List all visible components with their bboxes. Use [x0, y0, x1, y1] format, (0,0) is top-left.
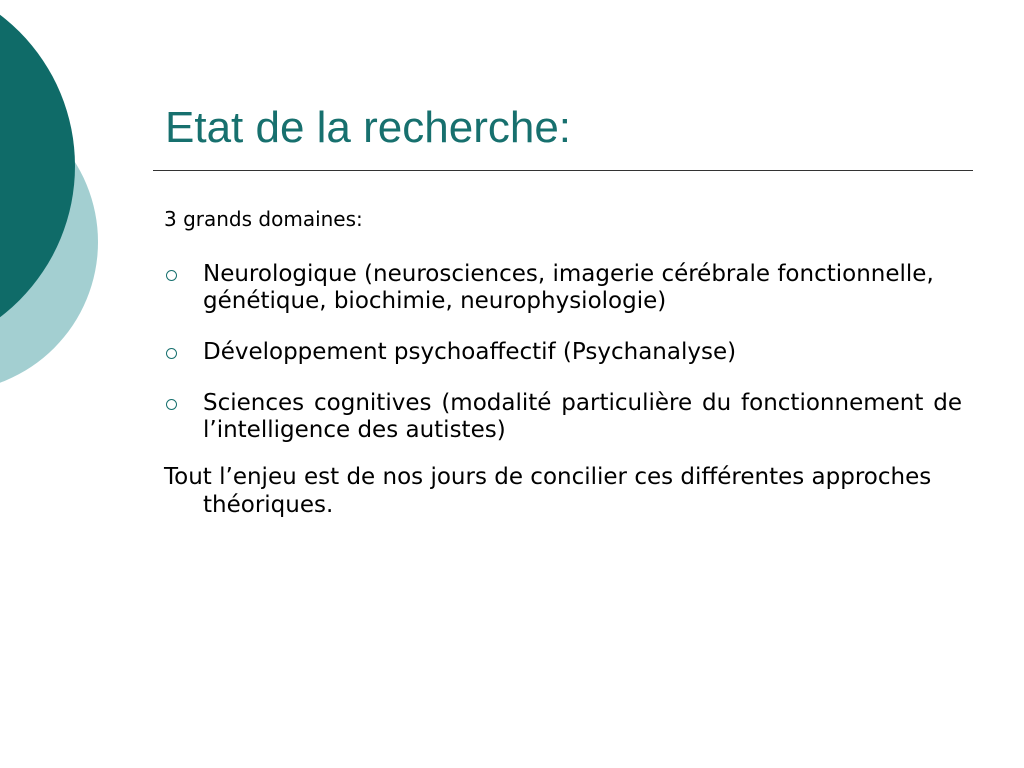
list-item — [164, 390, 962, 444]
conclusion-text: Tout l’enjeu est de nos jours de concilier ces différentes approches théoriques. — [164, 464, 932, 518]
title-divider — [153, 170, 973, 171]
slide-title: Etat de la recherche: — [165, 103, 572, 152]
bullet-text: Développement psychoaffectif (Psychanalyse) — [203, 339, 737, 365]
slide-body — [164, 204, 962, 519]
list-item — [164, 261, 962, 315]
bullet-text: Sciences cognitives (modalité particulière du fonctionnement de l’intelligence des autistes) — [203, 390, 962, 443]
bullet-list — [164, 261, 962, 444]
list-item — [164, 339, 962, 366]
hollow-circle-bullet-icon — [166, 399, 177, 410]
hollow-circle-bullet-icon — [166, 270, 177, 281]
bullet-text: Neurologique (neurosciences, imagerie cérébrale fonctionnelle, génétique, biochimie, neurophysiologie) — [203, 261, 934, 314]
intro-text: 3 grands domaines: — [164, 207, 363, 231]
hollow-circle-bullet-icon — [166, 348, 177, 359]
